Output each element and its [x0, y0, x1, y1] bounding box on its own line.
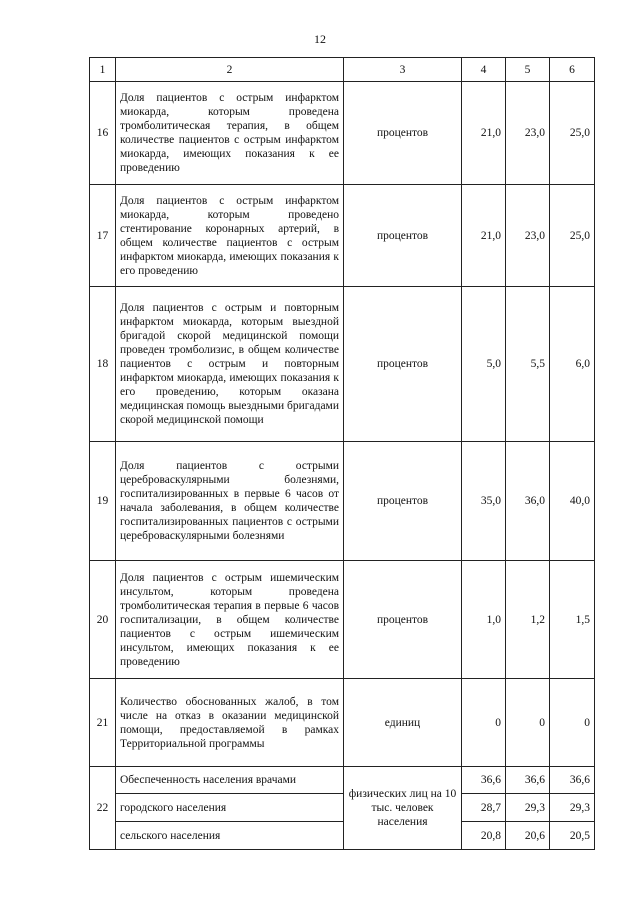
value-cell: 29,3 [550, 794, 595, 822]
table-row [90, 561, 595, 679]
value-cell: 36,0 [506, 442, 550, 561]
value-cell: 5,0 [462, 287, 506, 442]
indicator-text: городского населения [116, 794, 344, 822]
header-cell: 4 [462, 58, 506, 82]
indicator-text: Доля пациентов с острым и повторным инфарктом миокарда, которым выездной бригадой скорой медицинской помощи проведен тромболизис, в общем количестве пациентов с острым и повторным инфарктом миокарда, имеющих показания к его проведению, которым оказана медицинская помощь выездными бригадами скорой медицинской помощи [116, 287, 344, 442]
value-cell: 35,0 [462, 442, 506, 561]
value-cell: 36,6 [550, 767, 595, 794]
indicator-text: Обеспеченность населения врачами [116, 767, 344, 794]
unit-cell: процентов [344, 82, 462, 185]
value-cell: 6,0 [550, 287, 595, 442]
header-cell: 2 [116, 58, 344, 82]
unit-cell: процентов [344, 287, 462, 442]
table-row [90, 442, 595, 561]
value-cell: 0 [506, 679, 550, 767]
value-cell: 40,0 [550, 442, 595, 561]
value-cell: 0 [550, 679, 595, 767]
value-cell: 20,8 [462, 822, 506, 850]
value-cell: 20,6 [506, 822, 550, 850]
page-number: 12 [314, 32, 326, 46]
value-cell: 5,5 [506, 287, 550, 442]
value-cell: 20,5 [550, 822, 595, 850]
header-cell: 3 [344, 58, 462, 82]
row-number: 19 [90, 442, 116, 561]
header-cell: 5 [506, 58, 550, 82]
unit-cell: процентов [344, 561, 462, 679]
table-row [90, 794, 595, 822]
value-cell: 21,0 [462, 82, 506, 185]
row-number: 17 [90, 185, 116, 287]
table-row [90, 679, 595, 767]
value-cell: 29,3 [506, 794, 550, 822]
unit-cell: процентов [344, 185, 462, 287]
unit-cell: единиц [344, 679, 462, 767]
indicator-text: сельского населения [116, 822, 344, 850]
value-cell: 36,6 [506, 767, 550, 794]
header-cell: 6 [550, 58, 595, 82]
row-number: 18 [90, 287, 116, 442]
value-cell: 0 [462, 679, 506, 767]
table-header-row [90, 58, 595, 82]
indicator-text: Доля пациентов с острым ишемическим инсультом, которым проведена тромболитическая терапия в первые 6 часов госпитализации, в общем количестве пациентов с острым ишемическим инсультом, имеющих показания к ее проведению [116, 561, 344, 679]
indicator-text: Количество обоснованных жалоб, в том числе на отказ в оказании медицинской помощи, предоставляемой в рамках Территориальной программы [116, 679, 344, 767]
value-cell: 1,2 [506, 561, 550, 679]
indicator-text: Доля пациентов с острым инфарктом миокарда, которым проведено стентирование коронарных артерий, в общем количестве пациентов с острым инфарктом миокарда, имеющих показания к его проведению [116, 185, 344, 287]
header-cell: 1 [90, 58, 116, 82]
value-cell: 1,5 [550, 561, 595, 679]
value-cell: 23,0 [506, 82, 550, 185]
value-cell: 1,0 [462, 561, 506, 679]
indicator-text: Доля пациентов с острым инфарктом миокарда, которым проведена тромболитическая терапия, в общем количестве пациентов с острым инфарктом миокарда, имеющих показания к ее проведению [116, 82, 344, 185]
value-cell: 21,0 [462, 185, 506, 287]
value-cell: 23,0 [506, 185, 550, 287]
unit-cell: физических лиц на 10 тыс. человек населения [344, 767, 462, 850]
row-number: 21 [90, 679, 116, 767]
value-cell: 36,6 [462, 767, 506, 794]
value-cell: 25,0 [550, 185, 595, 287]
table-row [90, 822, 595, 850]
row-number: 16 [90, 82, 116, 185]
table-row [90, 767, 595, 794]
table-row [90, 185, 595, 287]
value-cell: 28,7 [462, 794, 506, 822]
indicator-text: Доля пациентов с острыми цереброваскулярными болезнями, госпитализированных в первые 6 часов от начала заболевания, в общем количестве госпитализированных пациентов с острыми цереброваскулярными болезнями [116, 442, 344, 561]
indicators-table [89, 57, 595, 850]
table-row [90, 287, 595, 442]
unit-cell: процентов [344, 442, 462, 561]
row-number: 20 [90, 561, 116, 679]
row-number: 22 [90, 767, 116, 850]
value-cell: 25,0 [550, 82, 595, 185]
table-row [90, 82, 595, 185]
